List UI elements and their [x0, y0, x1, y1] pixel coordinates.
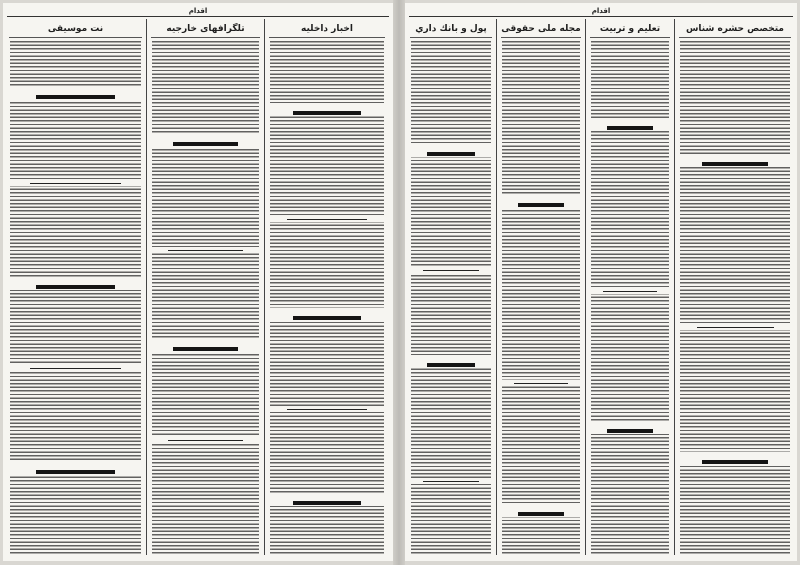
subheading-mark [502, 510, 580, 517]
section-rule [697, 327, 774, 328]
column-heading: تعلیم و تربیت [590, 23, 670, 38]
column-heading: پول و بانك داري [410, 23, 492, 38]
subheading-mark [680, 458, 790, 465]
column-body-text [270, 41, 384, 555]
subheading-mark [10, 283, 141, 290]
column-foreign-telegrams [149, 19, 262, 555]
subheading-mark [591, 427, 669, 434]
column-education [588, 19, 672, 555]
section-rule [603, 291, 658, 292]
section-rule [168, 250, 243, 251]
subheading-mark [680, 160, 790, 167]
column-entomologist [677, 19, 793, 555]
column-heading: مجله ملی حقوقی [501, 23, 581, 38]
section-rule [514, 383, 569, 384]
column-rule [264, 19, 265, 555]
subheading-mark [10, 468, 141, 475]
right-page [405, 3, 797, 561]
subheading-mark [270, 314, 384, 321]
section-rule [287, 409, 367, 410]
column-rule [146, 19, 147, 555]
column-body-text [152, 41, 259, 555]
column-music-notes [7, 19, 144, 555]
subheading-mark [502, 201, 580, 208]
subheading-mark [411, 361, 491, 368]
column-rule [585, 19, 586, 555]
column-domestic-news [267, 19, 387, 555]
column-money-banking [408, 19, 494, 555]
column-body-text [502, 41, 580, 555]
section-rule [287, 219, 367, 220]
left-masthead: اقدام [188, 6, 208, 15]
subheading-mark [152, 345, 259, 352]
column-heading: نت موسیقی [9, 23, 142, 38]
column-heading: متخصص حشره شناس [679, 23, 791, 38]
right-page-header [409, 5, 793, 17]
column-body-text [591, 41, 669, 555]
subheading-mark [152, 140, 259, 147]
subheading-mark [270, 499, 384, 506]
column-body-text [411, 41, 491, 555]
page-gutter [393, 0, 405, 565]
left-page [3, 3, 393, 561]
right-masthead: اقدام [591, 6, 611, 15]
left-page-header [7, 5, 389, 17]
column-rule [674, 19, 675, 555]
column-body-text [680, 41, 790, 555]
subheading-mark [270, 109, 384, 116]
section-rule [30, 183, 122, 184]
column-body-text [10, 41, 141, 555]
column-heading: اخبار داخلیه [269, 23, 385, 38]
section-rule [423, 270, 479, 271]
section-rule [168, 440, 243, 441]
section-rule [30, 368, 122, 369]
subheading-mark [591, 124, 669, 131]
section-rule [423, 481, 479, 482]
column-legal-journal [499, 19, 583, 555]
column-rule [496, 19, 497, 555]
column-heading: تلگرافهای خارجیه [151, 23, 260, 38]
subheading-mark [10, 93, 141, 100]
subheading-mark [411, 150, 491, 157]
